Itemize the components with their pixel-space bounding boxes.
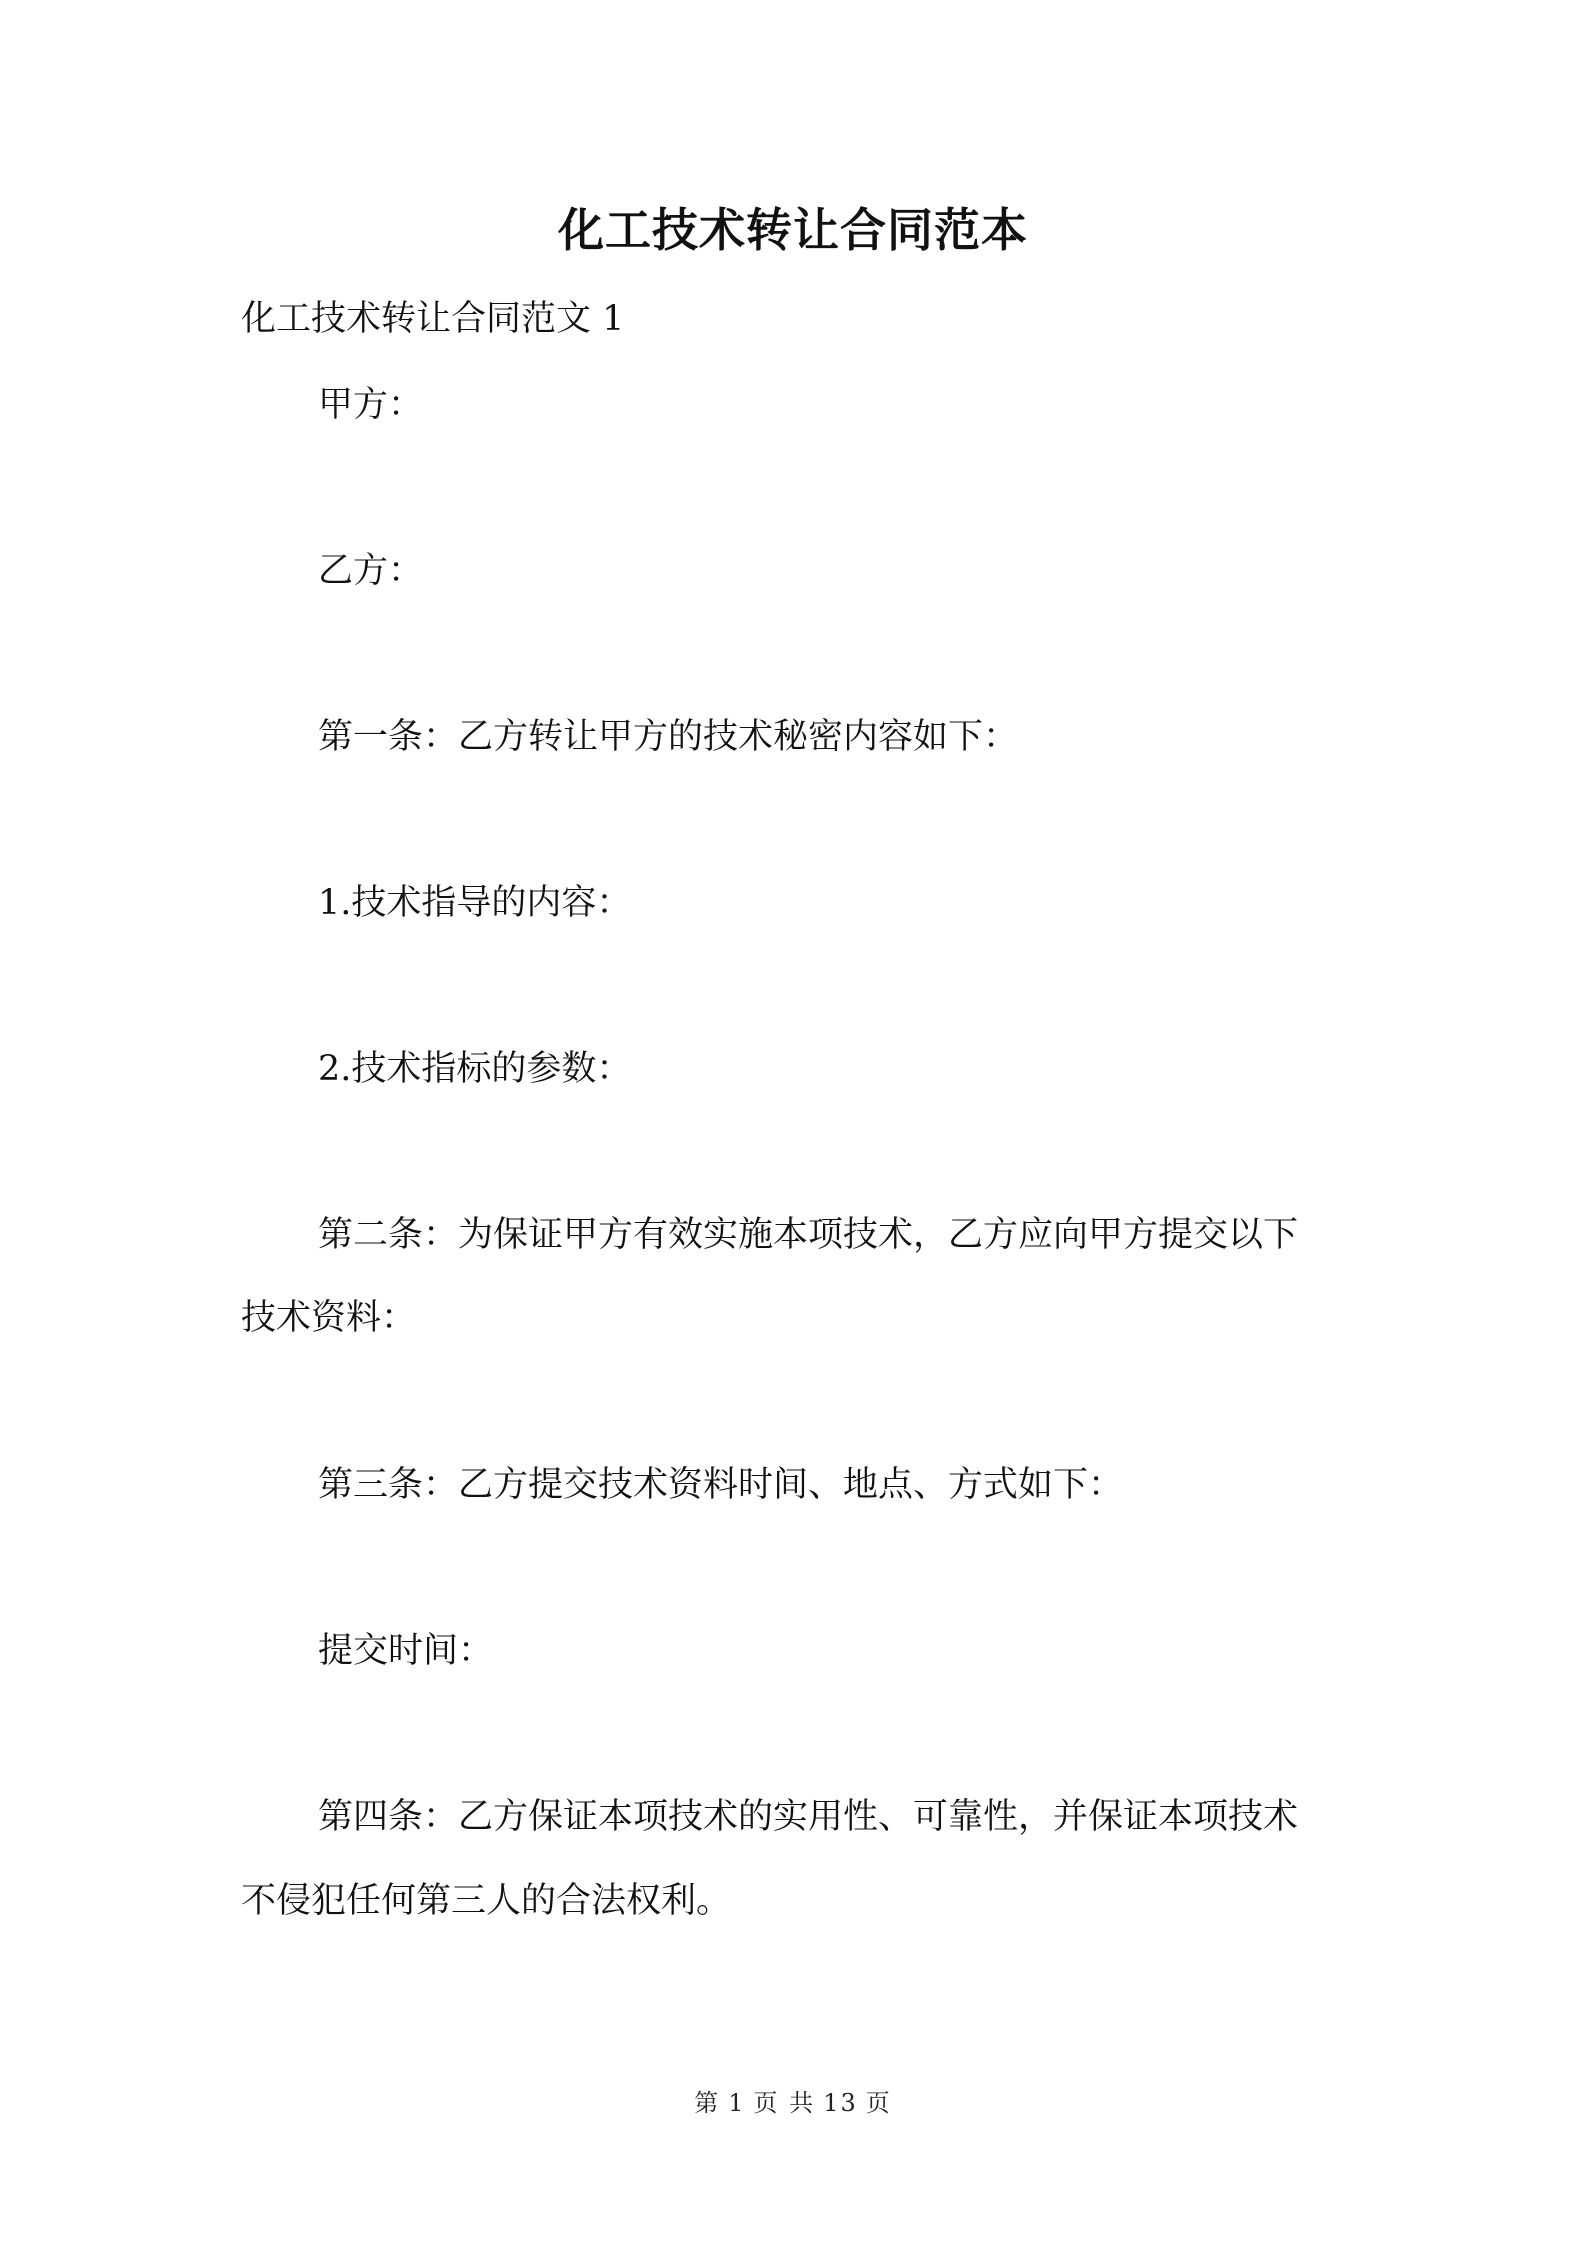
submit-time-label: 提交时间： [318, 1631, 494, 1671]
party-b-label: 乙方： [318, 551, 424, 591]
article-2-line-1: 第二条：为保证甲方有效实施本项技术，乙方应向甲方提交以下 [318, 1215, 1299, 1255]
footer-middle: 页 共 [753, 2089, 816, 2117]
footer-suffix: 页 [865, 2089, 892, 2117]
footer-prefix: 第 [694, 2089, 721, 2117]
list-item-1: 1.技术指导的内容： [318, 883, 632, 923]
article-2-line-2: 技术资料： [241, 1298, 417, 1338]
party-a-label: 甲方： [318, 385, 424, 425]
page-footer [0, 2088, 1586, 2118]
list-item-2: 2.技术指标的参数： [318, 1049, 632, 1089]
document-title: 化工技术转让合同范本 [558, 203, 1028, 257]
article-3: 第三条：乙方提交技术资料时间、地点、方式如下： [318, 1465, 1124, 1505]
footer-total-pages: 13 [823, 2089, 858, 2117]
article-4-line-2: 不侵犯任何第三人的合法权利。 [241, 1881, 732, 1921]
article-1: 第一条：乙方转让甲方的技术秘密内容如下： [318, 717, 1019, 757]
article-4-line-1: 第四条：乙方保证本项技术的实用性、可靠性，并保证本项技术 [318, 1797, 1299, 1837]
document-subtitle: 化工技术转让合同范文 1 [241, 299, 625, 339]
footer-page-number: 1 [728, 2089, 746, 2117]
